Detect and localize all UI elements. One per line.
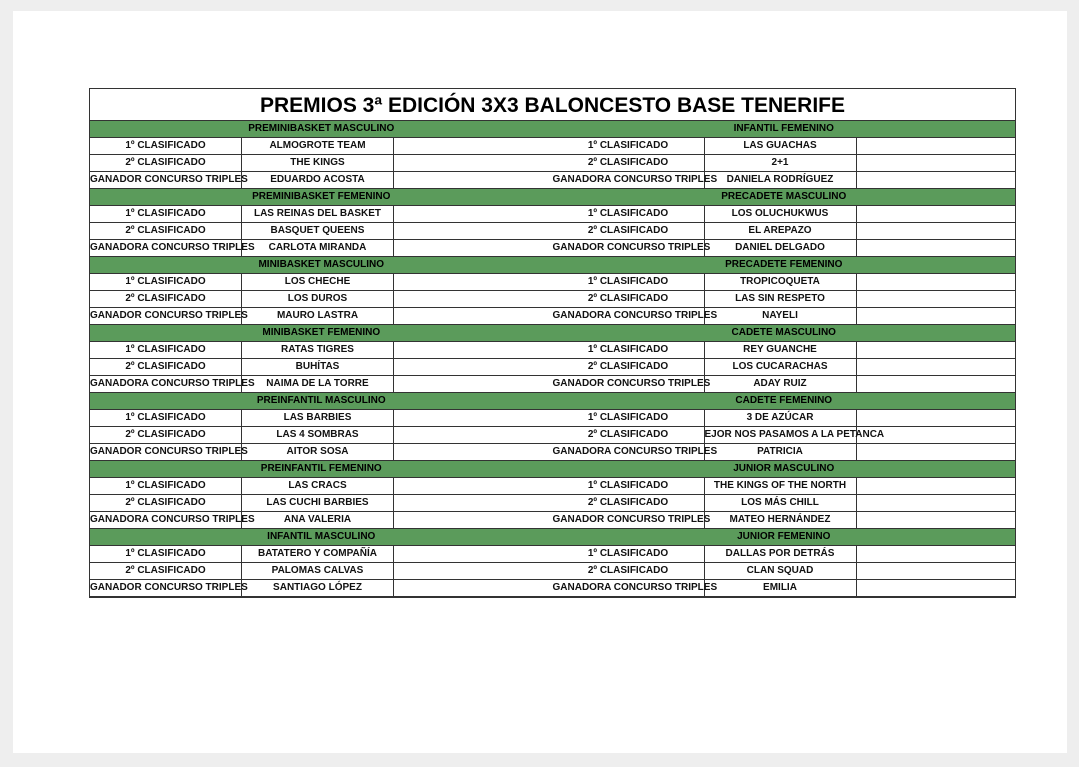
place-cell: GANADORA CONCURSO TRIPLES bbox=[90, 512, 242, 528]
winner-cell: LAS BARBIES bbox=[242, 410, 394, 426]
winner-cell: CARLOTA MIRANDA bbox=[242, 240, 394, 256]
table-row bbox=[90, 240, 553, 257]
table-row bbox=[90, 155, 553, 172]
winner-cell: DANIEL DELGADO bbox=[705, 240, 857, 256]
empty-cell bbox=[857, 308, 1016, 324]
table-row bbox=[553, 444, 1016, 461]
place-cell: 1º CLASIFICADO bbox=[553, 138, 705, 154]
category-header: CADETE MASCULINO bbox=[553, 325, 1016, 342]
place-cell: GANADORA CONCURSO TRIPLES bbox=[553, 580, 705, 596]
place-cell: GANADOR CONCURSO TRIPLES bbox=[90, 444, 242, 460]
place-cell: GANADORA CONCURSO TRIPLES bbox=[90, 376, 242, 392]
place-cell: 1º CLASIFICADO bbox=[90, 478, 242, 494]
winner-cell: EL AREPAZO bbox=[705, 223, 857, 239]
table-row bbox=[90, 274, 553, 291]
table-grid bbox=[90, 121, 1015, 597]
table-row bbox=[553, 155, 1016, 172]
place-cell: GANADOR CONCURSO TRIPLES bbox=[90, 580, 242, 596]
table-row bbox=[90, 580, 553, 597]
winner-cell: MATEO HERNÁNDEZ bbox=[705, 512, 857, 528]
empty-cell bbox=[857, 359, 1016, 375]
table-title: PREMIOS 3ª EDICIÓN 3X3 BALONCESTO BASE TENERIFE bbox=[90, 89, 1015, 121]
empty-cell bbox=[394, 240, 553, 256]
place-cell: 2º CLASIFICADO bbox=[553, 291, 705, 307]
awards-table bbox=[89, 88, 1016, 598]
table-row bbox=[553, 427, 1016, 444]
place-cell: GANADORA CONCURSO TRIPLES bbox=[553, 308, 705, 324]
place-cell: 1º CLASIFICADO bbox=[553, 478, 705, 494]
empty-cell bbox=[394, 410, 553, 426]
winner-cell: ALMOGROTE TEAM bbox=[242, 138, 394, 154]
left-column bbox=[90, 121, 553, 597]
empty-cell bbox=[394, 138, 553, 154]
place-cell: 2º CLASIFICADO bbox=[90, 563, 242, 579]
winner-cell: LAS 4 SOMBRAS bbox=[242, 427, 394, 443]
winner-cell: BASQUET QUEENS bbox=[242, 223, 394, 239]
table-row bbox=[90, 427, 553, 444]
table-row bbox=[553, 359, 1016, 376]
table-row bbox=[90, 138, 553, 155]
table-row bbox=[90, 206, 553, 223]
empty-cell bbox=[857, 580, 1016, 596]
winner-cell: ANA VALERIA bbox=[242, 512, 394, 528]
empty-cell bbox=[394, 308, 553, 324]
place-cell: 2º CLASIFICADO bbox=[90, 427, 242, 443]
empty-cell bbox=[857, 274, 1016, 290]
empty-cell bbox=[394, 206, 553, 222]
place-cell: 1º CLASIFICADO bbox=[90, 274, 242, 290]
place-cell: GANADOR CONCURSO TRIPLES bbox=[90, 172, 242, 188]
place-cell: 1º CLASIFICADO bbox=[90, 206, 242, 222]
empty-cell bbox=[394, 291, 553, 307]
empty-cell bbox=[394, 359, 553, 375]
winner-cell: LOS DUROS bbox=[242, 291, 394, 307]
table-row bbox=[553, 206, 1016, 223]
place-cell: 2º CLASIFICADO bbox=[90, 359, 242, 375]
place-cell: 1º CLASIFICADO bbox=[90, 410, 242, 426]
place-cell: GANADORA CONCURSO TRIPLES bbox=[553, 444, 705, 460]
empty-cell bbox=[394, 495, 553, 511]
table-row bbox=[90, 172, 553, 189]
empty-cell bbox=[857, 138, 1016, 154]
winner-cell: EDUARDO ACOSTA bbox=[242, 172, 394, 188]
place-cell: 2º CLASIFICADO bbox=[90, 291, 242, 307]
category-header: PREINFANTIL MASCULINO bbox=[90, 393, 553, 410]
table-row bbox=[553, 223, 1016, 240]
empty-cell bbox=[857, 444, 1016, 460]
winner-cell: REY GUANCHE bbox=[705, 342, 857, 358]
winner-cell: THE KINGS OF THE NORTH bbox=[705, 478, 857, 494]
category-header: PREMINIBASKET FEMENINO bbox=[90, 189, 553, 206]
place-cell: 2º CLASIFICADO bbox=[553, 223, 705, 239]
table-row bbox=[90, 308, 553, 325]
category-header: PRECADETE FEMENINO bbox=[553, 257, 1016, 274]
empty-cell bbox=[857, 546, 1016, 562]
table-row bbox=[90, 444, 553, 461]
table-row bbox=[553, 563, 1016, 580]
empty-cell bbox=[857, 495, 1016, 511]
table-row bbox=[90, 359, 553, 376]
place-cell: GANADOR CONCURSO TRIPLES bbox=[90, 308, 242, 324]
winner-cell: NAYELI bbox=[705, 308, 857, 324]
winner-cell: LOS CUCARACHAS bbox=[705, 359, 857, 375]
place-cell: GANADOR CONCURSO TRIPLES bbox=[553, 512, 705, 528]
place-cell: GANADOR CONCURSO TRIPLES bbox=[553, 240, 705, 256]
winner-cell: LOS OLUCHUKWUS bbox=[705, 206, 857, 222]
empty-cell bbox=[394, 444, 553, 460]
empty-cell bbox=[857, 342, 1016, 358]
winner-cell: 2+1 bbox=[705, 155, 857, 171]
table-row bbox=[90, 478, 553, 495]
place-cell: 2º CLASIFICADO bbox=[553, 495, 705, 511]
table-row bbox=[90, 563, 553, 580]
winner-cell: PATRICIA bbox=[705, 444, 857, 460]
winner-cell: LAS CRACS bbox=[242, 478, 394, 494]
empty-cell bbox=[857, 478, 1016, 494]
winner-cell: NAIMA DE LA TORRE bbox=[242, 376, 394, 392]
empty-cell bbox=[394, 342, 553, 358]
category-header: MINIBASKET MASCULINO bbox=[90, 257, 553, 274]
empty-cell bbox=[394, 274, 553, 290]
winner-cell: ADAY RUIZ bbox=[705, 376, 857, 392]
place-cell: 2º CLASIFICADO bbox=[553, 427, 705, 443]
table-row bbox=[553, 172, 1016, 189]
place-cell: 2º CLASIFICADO bbox=[553, 155, 705, 171]
category-header: MINIBASKET FEMENINO bbox=[90, 325, 553, 342]
table-row bbox=[90, 410, 553, 427]
empty-cell bbox=[857, 240, 1016, 256]
place-cell: 1º CLASIFICADO bbox=[553, 546, 705, 562]
table-row bbox=[90, 512, 553, 529]
empty-cell bbox=[857, 563, 1016, 579]
empty-cell bbox=[394, 512, 553, 528]
table-row bbox=[553, 274, 1016, 291]
winner-cell: SANTIAGO LÓPEZ bbox=[242, 580, 394, 596]
place-cell: GANADORA CONCURSO TRIPLES bbox=[553, 172, 705, 188]
table-row bbox=[90, 495, 553, 512]
empty-cell bbox=[394, 172, 553, 188]
category-header: CADETE FEMENINO bbox=[553, 393, 1016, 410]
winner-cell: THE KINGS bbox=[242, 155, 394, 171]
place-cell: 2º CLASIFICADO bbox=[553, 563, 705, 579]
winner-cell: TROPICOQUETA bbox=[705, 274, 857, 290]
place-cell: 2º CLASIFICADO bbox=[553, 359, 705, 375]
table-row bbox=[90, 546, 553, 563]
winner-cell: LAS GUACHAS bbox=[705, 138, 857, 154]
table-row bbox=[553, 240, 1016, 257]
table-row bbox=[553, 308, 1016, 325]
table-row bbox=[553, 291, 1016, 308]
table-row bbox=[553, 495, 1016, 512]
empty-cell bbox=[394, 580, 553, 596]
winner-cell: DANIELA RODRÍGUEZ bbox=[705, 172, 857, 188]
table-row bbox=[553, 410, 1016, 427]
document-page bbox=[13, 11, 1067, 753]
empty-cell bbox=[857, 376, 1016, 392]
empty-cell bbox=[857, 291, 1016, 307]
empty-cell bbox=[857, 410, 1016, 426]
empty-cell bbox=[857, 172, 1016, 188]
table-row bbox=[90, 342, 553, 359]
empty-cell bbox=[394, 563, 553, 579]
winner-cell: PALOMAS CALVAS bbox=[242, 563, 394, 579]
winner-cell: LAS CUCHI BARBIES bbox=[242, 495, 394, 511]
table-row bbox=[553, 512, 1016, 529]
category-header: INFANTIL FEMENINO bbox=[553, 121, 1016, 138]
place-cell: 1º CLASIFICADO bbox=[90, 546, 242, 562]
place-cell: 1º CLASIFICADO bbox=[553, 410, 705, 426]
category-header: JUNIOR FEMENINO bbox=[553, 529, 1016, 546]
category-header: PREMINIBASKET MASCULINO bbox=[90, 121, 553, 138]
place-cell: 1º CLASIFICADO bbox=[553, 342, 705, 358]
winner-cell: DALLAS POR DETRÁS bbox=[705, 546, 857, 562]
place-cell: 2º CLASIFICADO bbox=[90, 155, 242, 171]
place-cell: GANADOR CONCURSO TRIPLES bbox=[553, 376, 705, 392]
winner-cell: LOS CHECHE bbox=[242, 274, 394, 290]
right-column bbox=[553, 121, 1016, 597]
empty-cell bbox=[394, 376, 553, 392]
place-cell: 2º CLASIFICADO bbox=[90, 223, 242, 239]
winner-cell: LAS REINAS DEL BASKET bbox=[242, 206, 394, 222]
winner-cell: LOS MÁS CHILL bbox=[705, 495, 857, 511]
category-header: INFANTIL MASCULINO bbox=[90, 529, 553, 546]
category-header: JUNIOR MASCULINO bbox=[553, 461, 1016, 478]
empty-cell bbox=[857, 427, 1016, 443]
empty-cell bbox=[857, 512, 1016, 528]
empty-cell bbox=[394, 427, 553, 443]
place-cell: 1º CLASIFICADO bbox=[553, 274, 705, 290]
place-cell: 2º CLASIFICADO bbox=[90, 495, 242, 511]
table-row bbox=[553, 138, 1016, 155]
empty-cell bbox=[394, 223, 553, 239]
category-header: PREINFANTIL FEMENINO bbox=[90, 461, 553, 478]
empty-cell bbox=[394, 546, 553, 562]
empty-cell bbox=[857, 223, 1016, 239]
table-row bbox=[553, 342, 1016, 359]
winner-cell: MAURO LASTRA bbox=[242, 308, 394, 324]
winner-cell: EMILIA bbox=[705, 580, 857, 596]
winner-cell: 3 DE AZÚCAR bbox=[705, 410, 857, 426]
winner-cell: BUHÍTAS bbox=[242, 359, 394, 375]
category-header: PRECADETE MASCULINO bbox=[553, 189, 1016, 206]
table-row bbox=[90, 291, 553, 308]
winner-cell: BATATERO Y COMPAÑÍA bbox=[242, 546, 394, 562]
empty-cell bbox=[394, 155, 553, 171]
place-cell: 1º CLASIFICADO bbox=[553, 206, 705, 222]
place-cell: GANADORA CONCURSO TRIPLES bbox=[90, 240, 242, 256]
winner-cell: RATAS TIGRES bbox=[242, 342, 394, 358]
place-cell: 1º CLASIFICADO bbox=[90, 342, 242, 358]
winner-cell: LAS SIN RESPETO bbox=[705, 291, 857, 307]
table-row bbox=[90, 376, 553, 393]
winner-cell: EJOR NOS PASAMOS A LA PETANCA bbox=[705, 427, 857, 443]
empty-cell bbox=[857, 206, 1016, 222]
winner-cell: AITOR SOSA bbox=[242, 444, 394, 460]
table-row bbox=[90, 223, 553, 240]
place-cell: 1º CLASIFICADO bbox=[90, 138, 242, 154]
table-row bbox=[553, 546, 1016, 563]
table-row bbox=[553, 376, 1016, 393]
empty-cell bbox=[394, 478, 553, 494]
empty-cell bbox=[857, 155, 1016, 171]
winner-cell: CLAN SQUAD bbox=[705, 563, 857, 579]
table-row bbox=[553, 478, 1016, 495]
table-row bbox=[553, 580, 1016, 597]
